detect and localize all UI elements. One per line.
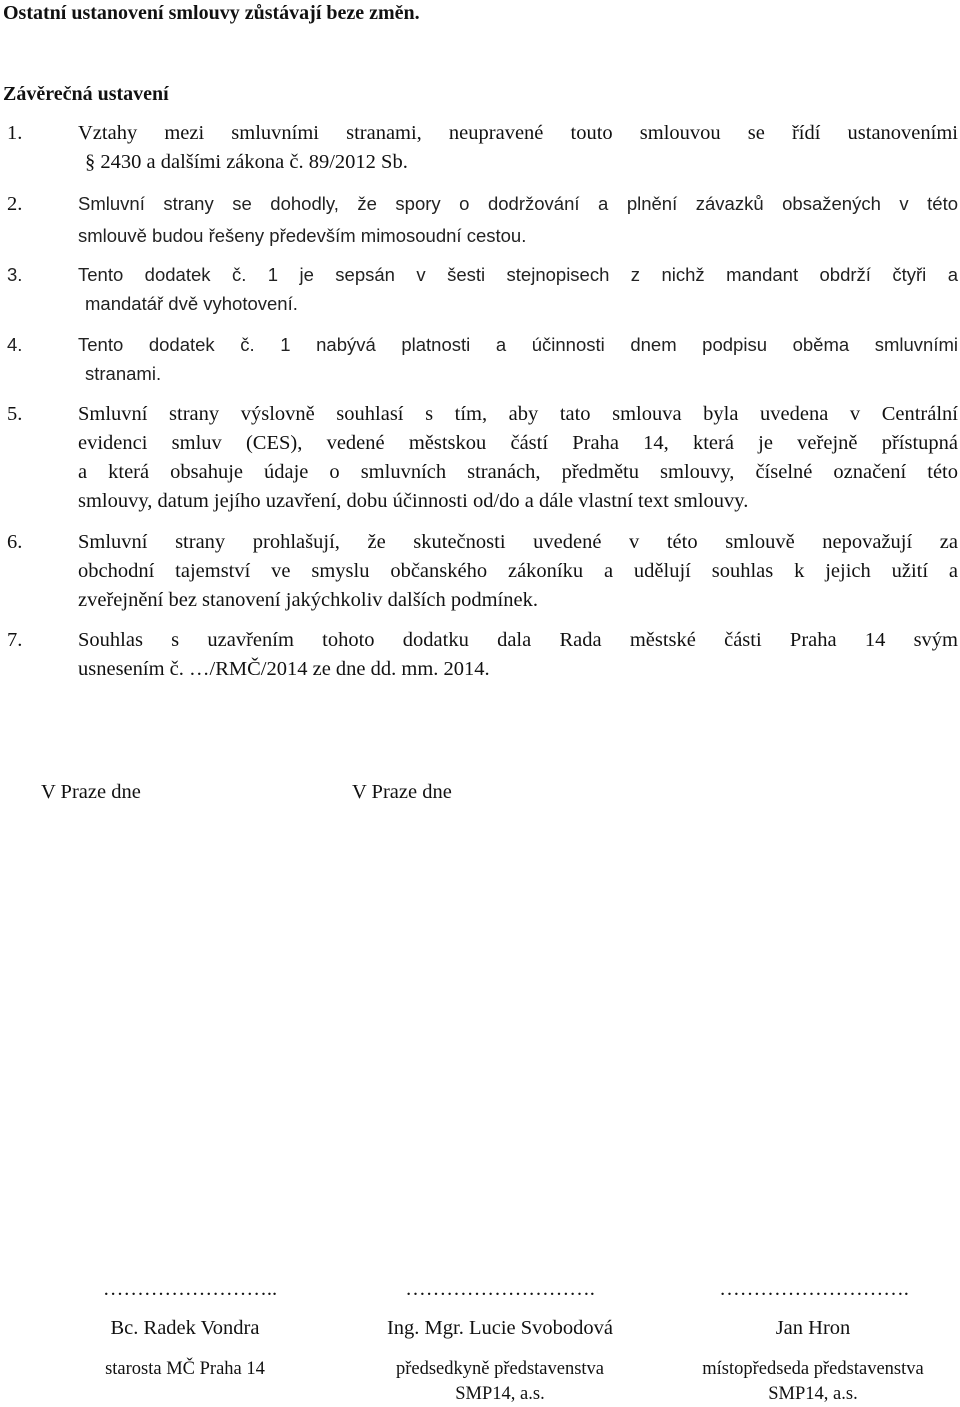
signature-line: ………………………. [719, 1278, 909, 1300]
place-date-right: V Praze dne [352, 781, 452, 803]
item-text-line: a která obsahuje údaje o smluvních stranách, předmětu smlouvy, číselné označení této [78, 461, 958, 483]
signatory-role: starosta MČ Praha 14 [105, 1359, 265, 1379]
item-text-line: Tento dodatek č. 1 nabývá platnosti a účinnosti dnem podpisu oběma smluvními [78, 334, 958, 355]
item-text-line: Smluvní strany výslovně souhlasí s tím, aby tato smlouva byla uvedena v Centrální [78, 403, 958, 425]
signatory-name: Jan Hron [775, 1317, 851, 1339]
item-text-line: smlouvě budou řešeny především mimosoudní cestou. [78, 225, 527, 246]
item-number: 5. [7, 403, 23, 425]
signatory-company: SMP14, a.s. [768, 1384, 858, 1404]
item-text-line: usnesením č. …/RMČ/2014 ze dne dd. mm. 2014. [78, 658, 490, 680]
heading-other-provisions: Ostatní ustanovení smlouvy zůstávají beze změn. [3, 2, 420, 24]
heading-final-provisions: Závěrečná ustavení [3, 83, 169, 105]
signatory-company: SMP14, a.s. [455, 1384, 545, 1404]
item-number: 6. [7, 531, 23, 553]
item-number: 7. [7, 629, 23, 651]
signatory-name: Bc. Radek Vondra [110, 1317, 260, 1339]
signature-line: …………………….. [102, 1278, 278, 1300]
signatory-role: místopředseda představenstva [702, 1359, 924, 1379]
item-text-line: Smluvní strany prohlašují, že skutečnosti uvedené v této smlouvě nepovažují za [78, 531, 958, 553]
signature-line: ………………………. [405, 1278, 595, 1300]
item-text-line: Tento dodatek č. 1 je sepsán v šesti stejnopisech z nichž mandant obdrží čtyři a [78, 264, 958, 285]
item-number: 3. [7, 264, 23, 285]
item-text-line: smlouvy, datum jejího uzavření, dobu účinnosti od/do a dále vlastní text smlouvy. [78, 490, 749, 512]
signatory-role: předsedkyně představenstva [395, 1359, 605, 1379]
item-text-line: Vztahy mezi smluvními stranami, neupravené touto smlouvou se řídí ustanoveními [78, 122, 958, 144]
item-text-line: Souhlas s uzavřením tohoto dodatku dala Rada městské části Praha 14 svým [78, 629, 958, 651]
item-text-line: Smluvní strany se dohodly, že spory o dodržování a plnění závazků obsažených v této [78, 193, 958, 214]
item-text-line: stranami. [85, 363, 162, 384]
item-number: 2. [7, 193, 23, 215]
item-number: 4. [7, 334, 23, 355]
signatory-name: Ing. Mgr. Lucie Svobodová [386, 1317, 614, 1339]
item-text-line: § 2430 a dalšími zákona č. 89/2012 Sb. [85, 151, 408, 173]
item-text-line: zveřejnění bez stanovení jakýchkoliv dalších podmínek. [78, 589, 538, 611]
item-number: 1. [7, 122, 23, 144]
item-text-line: evidenci smluv (CES), vedené městskou částí Praha 14, která je veřejně přístupná [78, 432, 958, 454]
place-date-left: V Praze dne [41, 781, 141, 803]
item-text-line: obchodní tajemství ve smyslu občanského zákoníku a udělují souhlas k jejich užití a [78, 560, 958, 582]
item-text-line: mandatář dvě vyhotovení. [85, 293, 298, 314]
